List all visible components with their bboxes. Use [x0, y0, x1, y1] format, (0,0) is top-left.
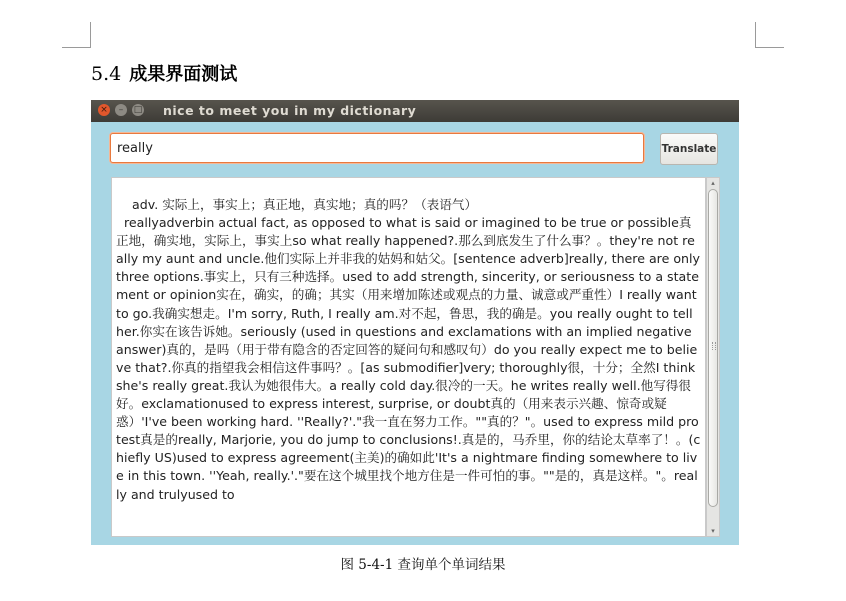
scrollbar-thumb[interactable]: [708, 189, 718, 507]
crop-mark-right: [755, 22, 784, 48]
window-title: nice to meet you in my dictionary: [163, 103, 417, 118]
section-title: 成果界面测试: [129, 64, 238, 85]
result-textarea[interactable]: [111, 177, 706, 537]
figure-number: 图 5-4-1: [340, 557, 394, 573]
close-icon[interactable]: ×: [98, 104, 110, 116]
scroll-up-icon[interactable]: ▴: [711, 179, 715, 187]
maximize-icon[interactable]: □: [133, 105, 143, 115]
result-scrollbar[interactable]: [706, 177, 720, 537]
scrollbar-grip-icon: [712, 342, 716, 350]
section-number: 5.4: [91, 63, 122, 85]
word-input[interactable]: [110, 133, 644, 163]
figure-caption: [0, 553, 846, 573]
result-text: adv. 实际上，事实上；真正地，真实地；真的吗？（表语气） reallyadverbin actual fact, as opposed to what is said or imagined to be true or possible真正地，确实地，实际上，事实上so what really happened?.那么到底发生了什么事？。they're not really my aunt and uncle.他们实际上并非我的姑妈和姑父。[sentence adverb]really, there are only three options.事实上，只有三种选择。used to add strength, sincerity, or seriousness to a statement or opinion实在，确实，的确；其实（用来增加陈述或观点的力量、诚意或严重性）I really want to go.我确实想走。I'm sorry, Ruth, I really am.对不起，鲁思，我的确是。you really ought to tell her.你实在该告诉她。seriously (used in questions and exclamations with an implied negative answer)真的，是吗（用于带有隐含的否定回答的疑问句和感叹句）do you really expect me to believe that?.你真的指望我会相信这件事吗？。[as submodifier]very; thoroughly很，十分；全然I think she's really great.我认为她很伟大。a really cold day.很冷的一天。he writes really well.他写得很好。exclamationused to express interest, surprise, or doubt真的（用来表示兴趣、惊奇或疑惑）'I've been working hard. ''Really?'."我一直在努力工作。""真的？"。used to express mild protest真是的really, Marjorie, you do jump to conclusions!.真是的，马乔里，你的结论太草率了！。(chiefly US)used to express agreement(主美)的确如此'It's a nightmare finding somewhere to live in this town. ''Yeah, really.'."要在这个城里找个地方住是一件可怕的事。""是的，真是这样。"。really and trulyused to: [116, 197, 701, 502]
window-titlebar[interactable]: [91, 100, 739, 122]
figure-caption-text: 查询单个单词结果: [397, 557, 506, 573]
section-heading: [91, 60, 237, 86]
minimize-icon[interactable]: –: [115, 104, 127, 116]
translate-button[interactable]: Translate: [660, 133, 718, 165]
crop-mark-left: [62, 22, 91, 48]
scroll-down-icon[interactable]: ▾: [711, 527, 715, 535]
dictionary-window: [91, 100, 739, 545]
